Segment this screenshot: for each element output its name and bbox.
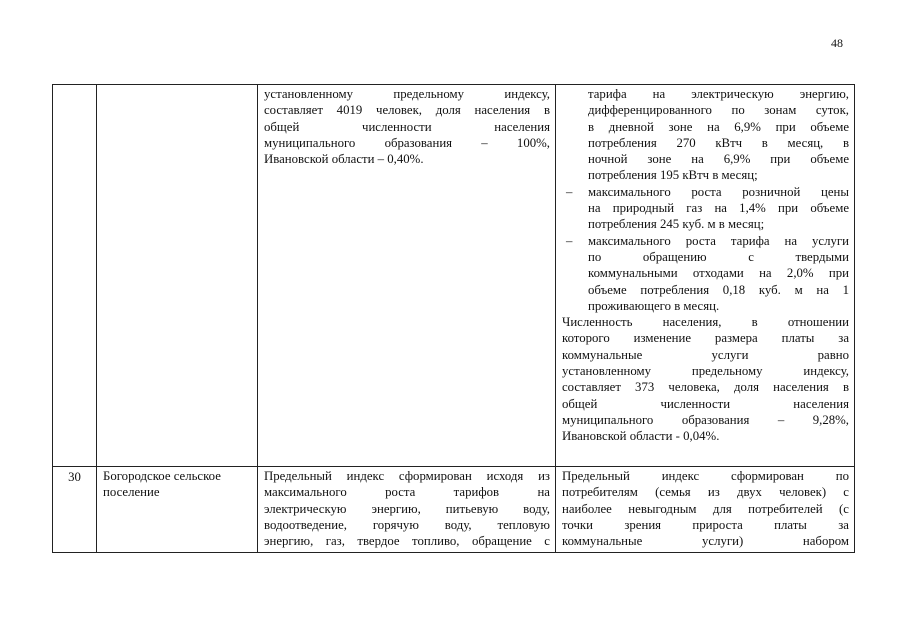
text-line: объеме потребления 0,18 куб. м на 1 [588,282,849,297]
text-line: тарифа на электрическую энергию, [588,87,849,101]
cell-index-basis [258,467,556,553]
text-line: максимального роста розничной цены [588,184,849,199]
table-row-30 [53,467,855,553]
text-line: на природный газ на 1,4% при объеме [588,201,849,216]
page-number: 48 [831,36,843,50]
bullet-item [562,184,849,233]
text-line: по обращению с твердыми [588,249,849,264]
index-details-text [556,85,854,445]
text-line: ночной зоне на 6,9% при объеме [588,152,849,167]
text-line: дифференцированного по зонам суток, [588,103,849,118]
index-basis-text [258,467,555,549]
settlement-name-line: поселение [103,485,160,500]
dash-marker: – [566,233,573,248]
text-line: потребления 270 кВтч в месяц, в [588,135,849,150]
dash-marker: – [566,184,573,199]
cell-index-details [556,85,855,467]
cell-settlement-name [97,467,258,553]
settlement-name [97,467,257,501]
text-line: которого изменение размера платы за [562,331,849,346]
cell-index-basis [258,85,556,467]
text-line: коммунальные услуги равно [562,347,849,362]
text-line: общей численности населения [562,396,849,411]
text-line: общей численности населения [264,119,550,134]
text-line: коммунальными отходами на 2,0% при [588,266,849,281]
text-line: Предельный индекс сформирован исходя из [264,469,550,483]
text-line: потребления 195 кВтч в месяц; [588,168,758,183]
text-line: установленному предельному индексу, [264,87,550,101]
text-line: в дневной зоне на 6,9% при объеме [588,119,849,134]
document-table [52,84,855,553]
cell-index-details [556,467,855,553]
text-line: Ивановской области - 0,04%. [562,429,720,444]
text-line: точки зрения прироста платы за [562,517,849,532]
text-line: составляет 4019 человек, доля населения в [264,103,550,118]
text-line: составляет 373 человека, доля населения в [562,380,849,395]
text-line: муниципального образования – 100%, [264,135,550,150]
bullet-list [562,184,849,314]
text-line: установленному предельному индексу, [562,364,849,379]
index-details-text [556,467,854,549]
population-paragraph [562,314,849,444]
bullet-item [562,233,849,314]
table-row-continuation [53,85,855,467]
row-number: 30 [68,470,81,484]
cell-number [53,467,97,553]
settlement-name-line: Богородское сельское [103,469,221,483]
text-line: энергию, газ, твердое топливо, обращение с [264,534,550,549]
text-line: электрическую энергию, питьевую воду, [264,501,550,516]
index-basis-text [258,85,555,167]
text-line: Предельный индекс сформирован по [562,469,849,483]
text-line: максимального роста тарифа на услуги [588,233,849,248]
text-line: Ивановской области – 0,40%. [264,152,424,167]
text-line: проживающего в месяц. [588,298,720,313]
tariff-continuation [562,86,849,184]
text-line: муниципального образования – 9,28%, [562,412,849,427]
text-line: наиболее невыгодным для потребителей (с [562,501,849,516]
text-line: водоотведение, горячую воду, тепловую [264,517,550,532]
cell-settlement-empty [97,85,258,467]
text-line: Численность населения, в отношении [562,315,849,330]
cell-number-empty [53,85,97,467]
text-line: потребителям (семья из двух человек) с [562,485,849,500]
text-line: потребления 245 куб. м в месяц; [588,217,765,232]
text-line: коммунальные услуги) набором [562,534,849,549]
text-line: максимального роста тарифов на [264,485,550,500]
